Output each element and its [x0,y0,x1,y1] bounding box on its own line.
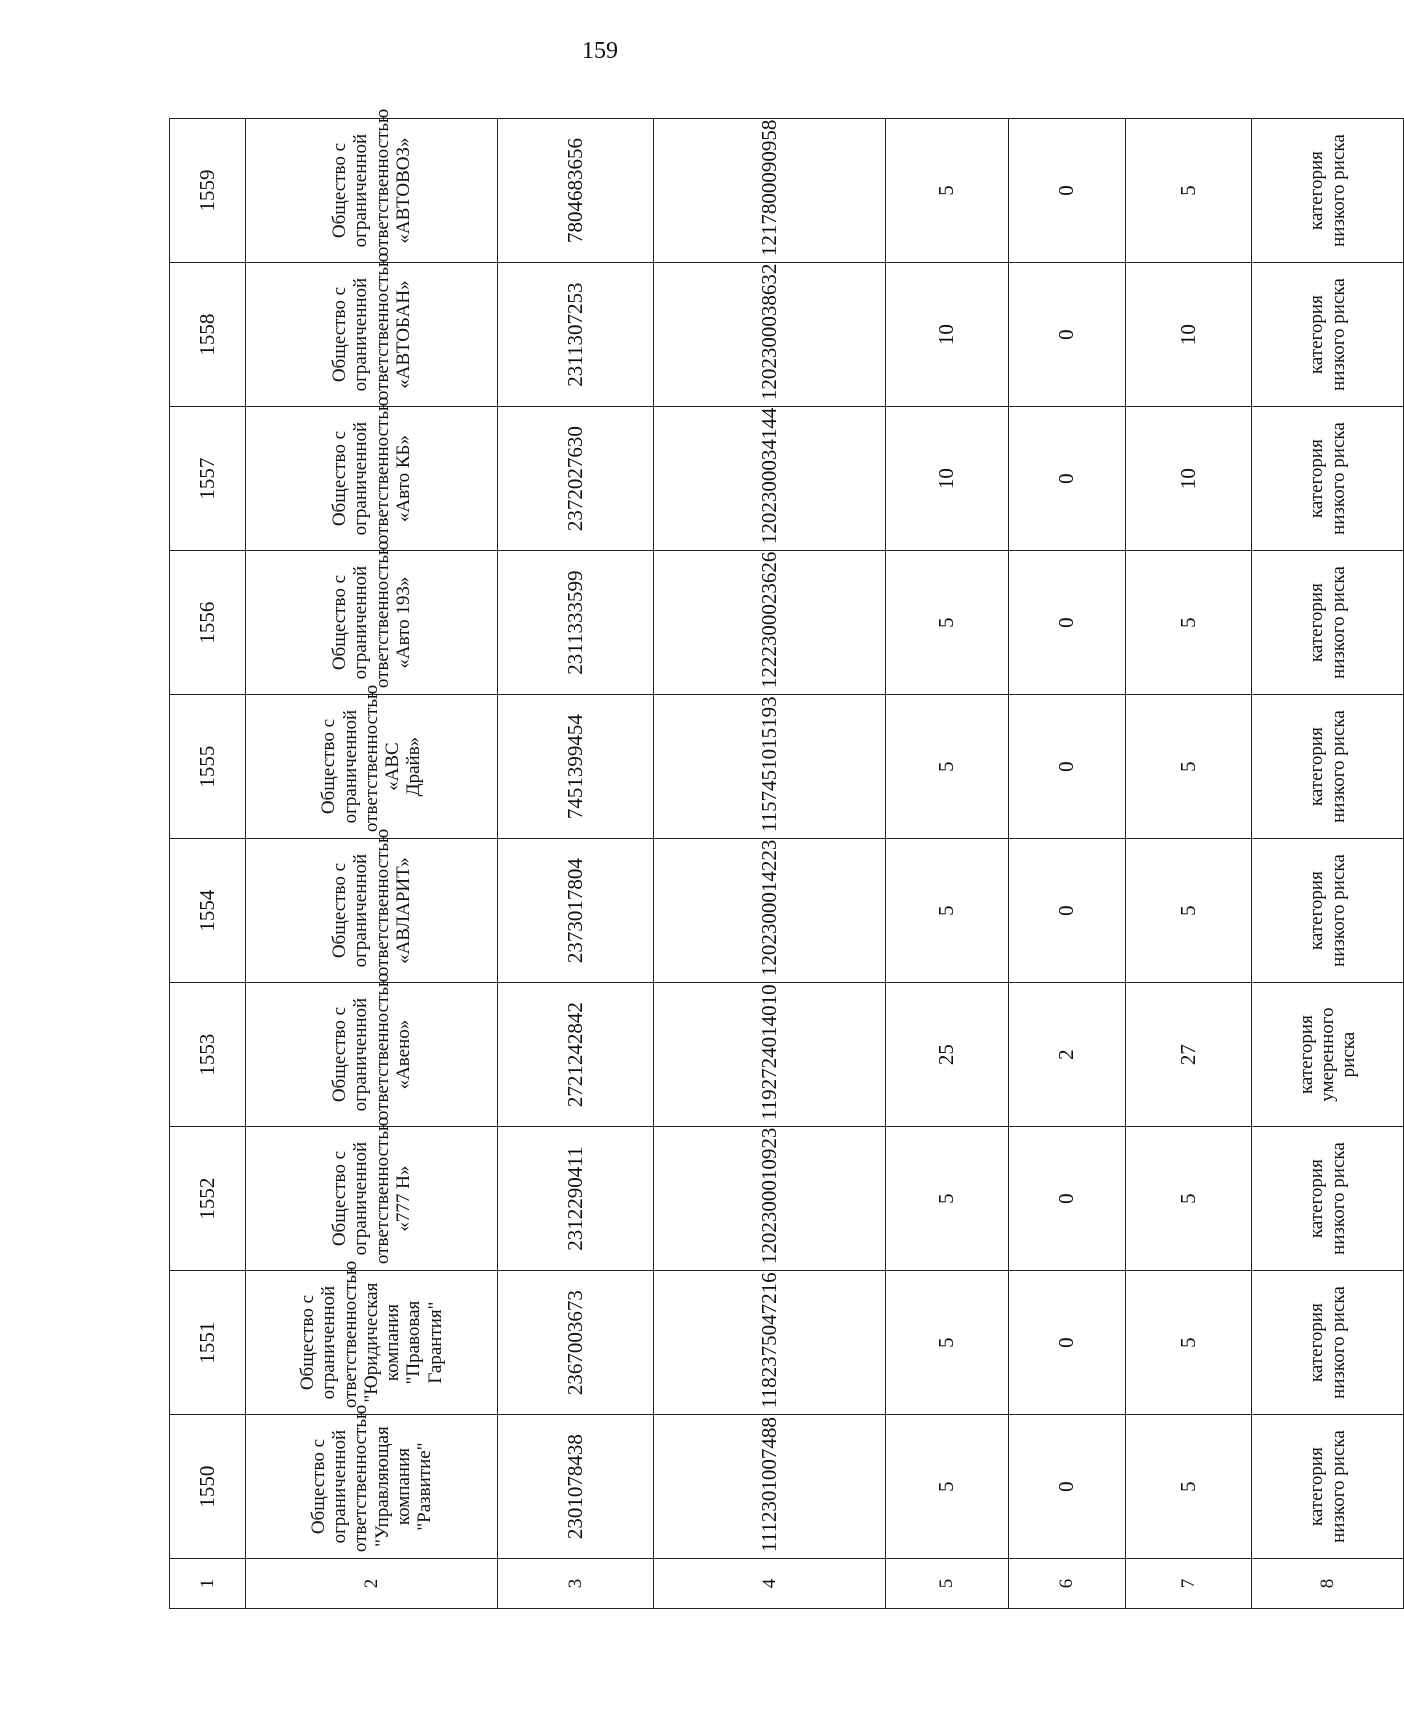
ogrn-value-cell: 1202300038632 [654,263,886,407]
column-6-value-cell: 0 [1009,263,1126,407]
organization-name-line: Общество с ограниченной [297,1285,340,1400]
ogrn-value-cell: 1217800090958 [654,119,886,263]
risk-category-cell [1252,1127,1404,1271]
column-5-value-cell: 5 [886,1127,1009,1271]
ogrn-value-cell: 1112301007488 [654,1415,886,1559]
row-number-cell: 1551 [170,1271,246,1415]
table-row-organization-name [246,119,498,1609]
risk-category-line: низкого риска [1327,854,1349,967]
row-number-cell: 1550 [170,1415,246,1559]
organization-name-cell [246,972,498,1127]
organization-name-line: ответственностью [371,828,393,977]
row-number-cell: 1559 [170,119,246,263]
column-header: 6 [1009,1559,1126,1609]
row-number-cell: 1556 [170,551,246,695]
column-header: 7 [1126,1559,1252,1609]
column-5-value-cell: 10 [886,263,1009,407]
risk-category-cell [1252,119,1404,263]
organization-name-cell [246,684,498,839]
risk-category-line: категория [1306,1159,1328,1239]
table-row-row-number [170,119,246,1609]
registry-table [169,108,1404,1609]
organization-name-line: "Развитие" [414,1442,436,1531]
organization-name-cell [246,108,498,263]
column-header: 2 [246,1559,498,1609]
column-5-value-cell: 5 [886,695,1009,839]
column-6-value-cell: 0 [1009,551,1126,695]
organization-name-line: Общество с ограниченной [328,133,372,248]
inn-value-cell: 7804683656 [498,119,654,263]
risk-category-cell [1252,1415,1404,1559]
row-number-cell: 1552 [170,1127,246,1271]
organization-name-line: ответственностью «Авто 193» [371,540,414,689]
column-6-value-cell: 0 [1009,1127,1126,1271]
row-number-cell: 1553 [170,983,246,1127]
column-7-value-cell: 5 [1126,839,1252,983]
column-7-value-cell: 10 [1126,263,1252,407]
column-6-value-cell: 0 [1009,839,1126,983]
risk-category-cell [1252,695,1404,839]
table-body [170,108,1404,1609]
column-6-value-cell: 2 [1009,983,1126,1127]
risk-category-line: категория [1295,1015,1317,1095]
table-row-column-6-value [1009,119,1126,1609]
organization-name-cell [246,1404,498,1559]
risk-category-line: категория [1306,1447,1328,1527]
column-7-value-cell: 27 [1126,983,1252,1127]
risk-category-line: низкого риска [1327,1286,1349,1399]
organization-name-line: Общество с ограниченной [328,277,372,392]
column-5-value-cell: 25 [886,983,1009,1127]
column-header: 1 [170,1559,246,1609]
column-header: 3 [498,1559,654,1609]
risk-category-line: риска [1338,1031,1360,1078]
risk-category-cell [1252,263,1404,407]
organization-name-cell [246,396,498,551]
organization-name-line: "Правовая Гарантия" [403,1300,446,1385]
column-header: 8 [1252,1559,1404,1609]
ogrn-value-cell: 1157451015193 [654,695,886,839]
table-row-risk-category [1252,119,1404,1609]
organization-name-line: «АВЛАРИТ» [392,857,414,964]
risk-category-line: категория [1306,439,1328,519]
page-number: 159 [582,38,618,64]
risk-category-cell [1252,407,1404,551]
table-row-inn-value [498,119,654,1609]
risk-category-line: низкого риска [1327,566,1349,679]
risk-category-cell [1252,1271,1404,1415]
organization-name-line: ответственностью [339,1260,361,1409]
column-6-value-cell: 0 [1009,407,1126,551]
risk-category-line: категория [1306,727,1328,807]
organization-name-line: ответственностью [371,108,393,257]
organization-name-line: "Управляющая компания [371,1426,414,1547]
inn-value-cell: 2311333599 [498,551,654,695]
risk-category-line: категория [1306,583,1328,663]
column-header: 5 [886,1559,1009,1609]
column-6-value-cell: 0 [1009,1415,1126,1559]
column-7-value-cell: 5 [1126,695,1252,839]
column-6-value-cell: 0 [1009,695,1126,839]
rotated-table-wrapper [169,108,1360,1609]
row-number-cell: 1557 [170,407,246,551]
ogrn-value-cell: 1202300014223 [654,839,886,983]
ogrn-value-cell: 1202300034144 [654,407,886,551]
risk-category-line: низкого риска [1327,422,1349,535]
organization-name-line: Общество с ограниченной [328,853,372,968]
inn-value-cell: 2721242842 [498,983,654,1127]
column-7-value-cell: 10 [1126,407,1252,551]
row-number-cell: 1555 [170,695,246,839]
column-5-value-cell: 5 [886,119,1009,263]
column-7-value-cell: 5 [1126,1271,1252,1415]
inn-value-cell: 2311307253 [498,263,654,407]
risk-category-line: низкого риска [1327,1430,1349,1543]
row-number-cell: 1558 [170,263,246,407]
risk-category-cell [1252,983,1404,1127]
column-7-value-cell: 5 [1126,1415,1252,1559]
column-7-value-cell: 5 [1126,551,1252,695]
column-7-value-cell: 5 [1126,119,1252,263]
organization-name-cell [246,252,498,407]
column-5-value-cell: 5 [886,551,1009,695]
column-6-value-cell: 0 [1009,119,1126,263]
inn-value-cell: 2373017804 [498,839,654,983]
organization-name-cell [246,1116,498,1271]
risk-category-line: низкого риска [1327,1142,1349,1255]
ogrn-value-cell: 1182375047216 [654,1271,886,1415]
risk-category-line: категория [1306,1303,1328,1383]
column-7-value-cell: 5 [1126,1127,1252,1271]
risk-category-cell [1252,551,1404,695]
organization-name-line: "Юридическая компания [360,1282,404,1403]
column-5-value-cell: 5 [886,839,1009,983]
organization-name-line: Драйв» [403,736,425,797]
risk-category-line: категория [1306,295,1328,375]
organization-name-line: ответственностью «Авено» [371,972,414,1121]
ogrn-value-cell: 1222300023626 [654,551,886,695]
risk-category-line: низкого риска [1327,134,1349,247]
row-number-cell: 1554 [170,839,246,983]
column-header: 4 [654,1559,886,1609]
table-row-column-7-value [1126,119,1252,1609]
organization-name-cell [246,1260,498,1415]
risk-category-line: категория [1306,871,1328,951]
organization-name-line: ответственностью «Авто КБ» [371,396,414,545]
organization-name-line: ответственностью «АВС [360,684,404,833]
column-5-value-cell: 5 [886,1271,1009,1415]
table-row-column-5-value [886,119,1009,1609]
risk-category-line: низкого риска [1327,278,1349,391]
organization-name-line: Общество с ограниченной [328,565,372,680]
ogrn-value-cell: 1192724014010 [654,983,886,1127]
organization-name-line: Общество с ограниченной [328,997,372,1112]
organization-name-line: Общество с ограниченной [307,1429,350,1544]
inn-value-cell: 7451399454 [498,695,654,839]
organization-name-line: ответственностью «777 Н» [371,1116,414,1265]
organization-name-cell [246,540,498,695]
inn-value-cell: 2301078438 [498,1415,654,1559]
organization-name-line: «АВТОБАН» [392,280,414,389]
risk-category-line: категория [1306,151,1328,230]
column-5-value-cell: 5 [886,1415,1009,1559]
risk-category-line: умеренного [1316,1007,1338,1102]
organization-name-cell [246,828,498,983]
column-5-value-cell: 10 [886,407,1009,551]
table-row-ogrn-value [654,119,886,1609]
risk-category-line: низкого риска [1327,710,1349,823]
organization-name-line: «АВТОВОЗ» [392,137,414,244]
inn-value-cell: 2367003673 [498,1271,654,1415]
organization-name-line: Общество с ограниченной [328,421,372,536]
inn-value-cell: 2372027630 [498,407,654,551]
inn-value-cell: 2312290411 [498,1127,654,1271]
organization-name-line: ответственностью [350,1404,372,1553]
organization-name-line: Общество с ограниченной [318,709,361,824]
risk-category-cell [1252,839,1404,983]
column-6-value-cell: 0 [1009,1271,1126,1415]
ogrn-value-cell: 1202300010923 [654,1127,886,1271]
organization-name-line: ответственностью [371,252,393,401]
organization-name-line: Общество с ограниченной [328,1141,372,1256]
